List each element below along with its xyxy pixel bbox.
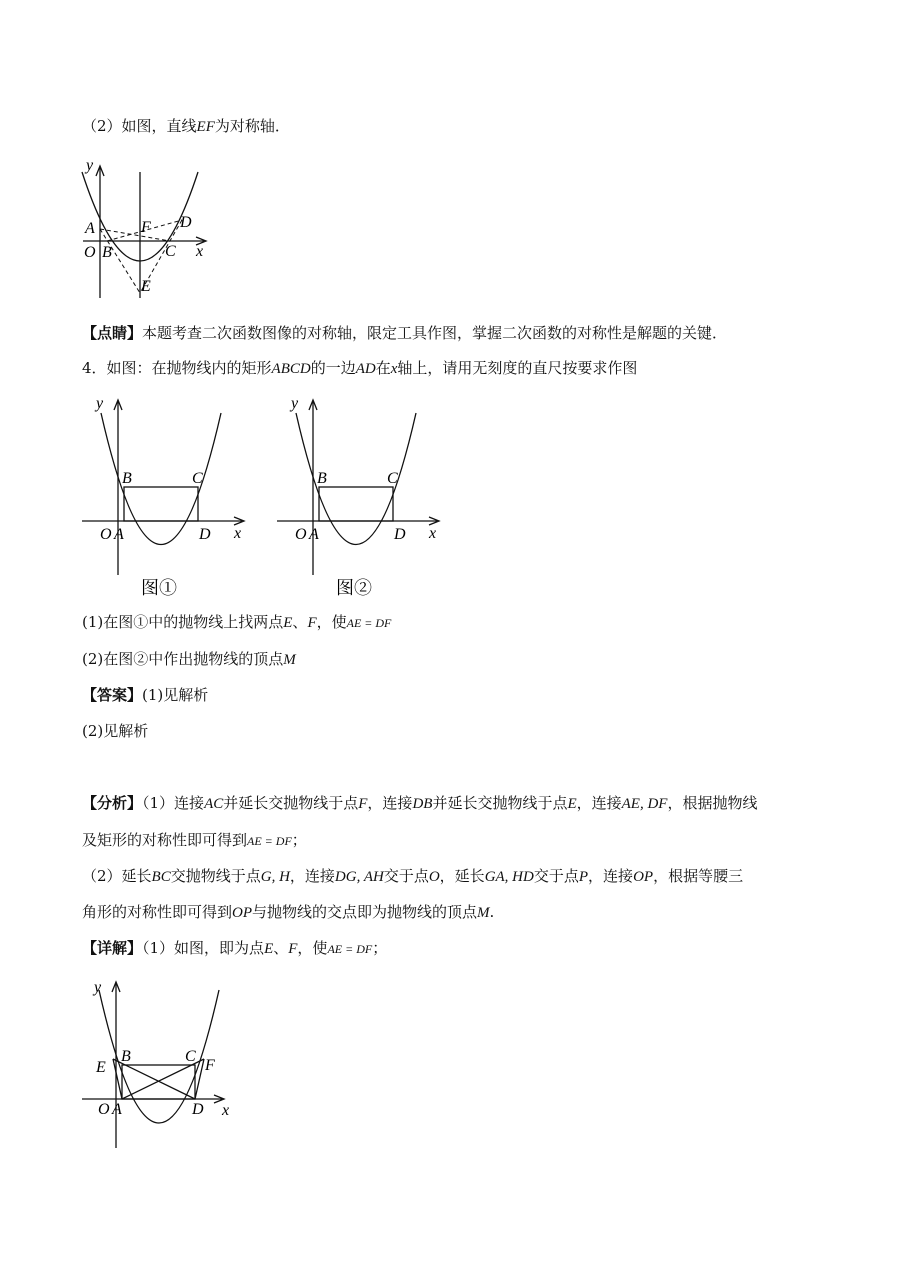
label-a: A — [112, 1101, 122, 1118]
answer-line-1 — [82, 685, 208, 705]
label-x: x — [196, 243, 204, 260]
label-c: C — [192, 470, 203, 487]
caption-figure-1: 图① — [141, 578, 177, 599]
question-figure-1 — [75, 388, 255, 608]
label-c: C — [185, 1048, 196, 1065]
label-b: B — [121, 1048, 131, 1065]
detail-text: 、 — [273, 939, 289, 957]
parabola-curve — [101, 413, 221, 545]
question-figure-2 — [270, 388, 450, 608]
comment-tag: 【点睛】 — [82, 324, 143, 342]
analysis-var: DB — [412, 796, 433, 812]
q4-text-c: 的一边 — [310, 359, 356, 377]
analysis-var: OP — [232, 905, 253, 921]
analysis-text: 交抛物线于点 — [170, 867, 261, 885]
analysis-var: AC — [204, 796, 224, 812]
analysis-text: ，延长 — [439, 867, 485, 885]
comment-line — [82, 323, 727, 343]
detail-tag: 【详解】 — [82, 939, 143, 957]
label-b: B — [122, 470, 132, 487]
detail-text: （1）如图，即为点 — [142, 939, 265, 957]
caption-figure-2: 图② — [336, 578, 372, 599]
analysis-equation: AE = DF — [247, 834, 292, 848]
analysis-var: OP — [633, 869, 654, 885]
sub1-text-e: ，使 — [316, 613, 347, 631]
label-d: D — [180, 214, 192, 231]
detail-var: F — [288, 941, 298, 957]
detail-equation: AE = DF — [327, 942, 373, 956]
detail-text: ； — [372, 939, 388, 957]
label-e: E — [96, 1059, 106, 1076]
parabola-curve — [296, 413, 416, 545]
analysis-var: O — [428, 869, 440, 885]
label-a: A — [114, 526, 124, 543]
analysis-var: M — [477, 905, 490, 921]
comment-text: 本题考查二次函数图像的对称轴，限定工具作图，掌握二次函数的对称性是解题的关键． — [142, 324, 728, 342]
line-df — [195, 1059, 204, 1099]
q4-var-ad: AD — [355, 361, 376, 377]
sub1-text-a: (1)在图①中的抛物线上找两点 — [82, 613, 284, 631]
analysis-line-3 — [82, 866, 743, 887]
label-f: F — [141, 219, 151, 236]
sub1-text-c: 、 — [292, 613, 308, 631]
sub1-var-f: F — [307, 615, 317, 631]
analysis-text: （1）连接 — [142, 794, 205, 812]
label-c: C — [165, 243, 176, 260]
detail-line — [82, 938, 387, 959]
answer-line-2 — [82, 721, 148, 741]
label-b: B — [317, 470, 327, 487]
analysis-text: . — [489, 903, 495, 921]
label-y: y — [86, 157, 94, 174]
rectangle-abcd — [124, 487, 198, 521]
label-f: F — [205, 1057, 215, 1074]
symmetry-axis-figure — [75, 150, 215, 305]
analysis-var: E — [567, 796, 577, 812]
label-e: E — [141, 278, 151, 295]
q4-var-abcd: ABCD — [271, 361, 311, 377]
q4-text-e: 在 — [375, 359, 391, 377]
analysis-line-1 — [82, 793, 757, 814]
part2-intro-text: （2）如图，直线 — [82, 117, 197, 135]
label-y: y — [96, 395, 104, 412]
analysis-var: GA, HD — [484, 869, 534, 885]
analysis-var: BC — [151, 869, 171, 885]
analysis-var: DG, AH — [334, 869, 384, 885]
label-a: A — [85, 220, 95, 237]
analysis-text: 交于点 — [383, 867, 429, 885]
dashed-line-ac — [100, 229, 170, 241]
analysis-text: 并延长交抛物线于点 — [432, 794, 568, 812]
analysis-text: 交于点 — [533, 867, 579, 885]
label-b: B — [102, 244, 112, 261]
question-4-line — [82, 358, 637, 379]
analysis-var: P — [578, 869, 589, 885]
label-d: D — [394, 526, 406, 543]
label-x: x — [222, 1102, 230, 1119]
analysis-text: ，连接 — [576, 794, 622, 812]
part2-intro-end: 为对称轴． — [214, 117, 290, 135]
analysis-text: ，连接 — [588, 867, 634, 885]
answer-1-text: (1)见解析 — [142, 686, 209, 704]
analysis-text: 及矩形的对称性即可得到 — [82, 831, 248, 849]
label-a: A — [309, 526, 319, 543]
analysis-line-2 — [82, 830, 307, 851]
label-o: O — [84, 244, 96, 261]
analysis-var: AE, DF — [621, 796, 668, 812]
analysis-text: 角形的对称性即可得到 — [82, 903, 233, 921]
analysis-text: 与抛物线的交点即为抛物线的顶点 — [252, 903, 478, 921]
sub2-text-a: (2)在图②中作出抛物线的顶点 — [82, 650, 284, 668]
answer-tag: 【答案】 — [82, 686, 143, 704]
analysis-text: ，根据抛物线 — [667, 794, 758, 812]
analysis-text: 并延长交抛物线于点 — [223, 794, 359, 812]
analysis-text: ； — [291, 831, 307, 849]
sub1-var-e: E — [283, 615, 293, 631]
label-y: y — [94, 979, 102, 996]
label-y: y — [291, 395, 299, 412]
label-d: D — [192, 1101, 204, 1118]
answer-2-text: (2)见解析 — [82, 722, 149, 740]
detail-text: ，使 — [297, 939, 328, 957]
label-c: C — [387, 470, 398, 487]
label-x: x — [234, 525, 242, 542]
part2-intro-var: EF — [196, 119, 215, 135]
analysis-text: ，根据等腰三 — [653, 867, 744, 885]
analysis-text: ，连接 — [289, 867, 335, 885]
label-x: x — [429, 525, 437, 542]
part2-intro-line — [82, 116, 290, 137]
analysis-var: G, H — [260, 869, 290, 885]
label-o: O — [295, 526, 307, 543]
analysis-text: （2）延长 — [82, 867, 152, 885]
dashed-line-ae — [100, 229, 140, 293]
label-o: O — [98, 1101, 110, 1118]
q4-var-x: x — [390, 361, 398, 377]
solution-figure — [75, 970, 255, 1155]
analysis-line-4 — [82, 902, 494, 923]
detail-var: E — [264, 941, 274, 957]
label-d: D — [199, 526, 211, 543]
analysis-var: F — [358, 796, 368, 812]
rectangle-abcd — [319, 487, 393, 521]
line-ae — [113, 1059, 122, 1099]
sub1-equation: AE = DF — [346, 616, 392, 630]
analysis-text: ，连接 — [367, 794, 413, 812]
analysis-tag: 【分析】 — [82, 794, 143, 812]
sub-question-2 — [82, 649, 296, 670]
q4-text-a: 4．如图：在抛物线内的矩形 — [82, 359, 272, 377]
label-o: O — [100, 526, 112, 543]
sub2-var-m: M — [283, 652, 296, 668]
sub-question-1 — [82, 612, 391, 633]
q4-text-g: 轴上，请用无刻度的直尺按要求作图 — [397, 359, 638, 377]
